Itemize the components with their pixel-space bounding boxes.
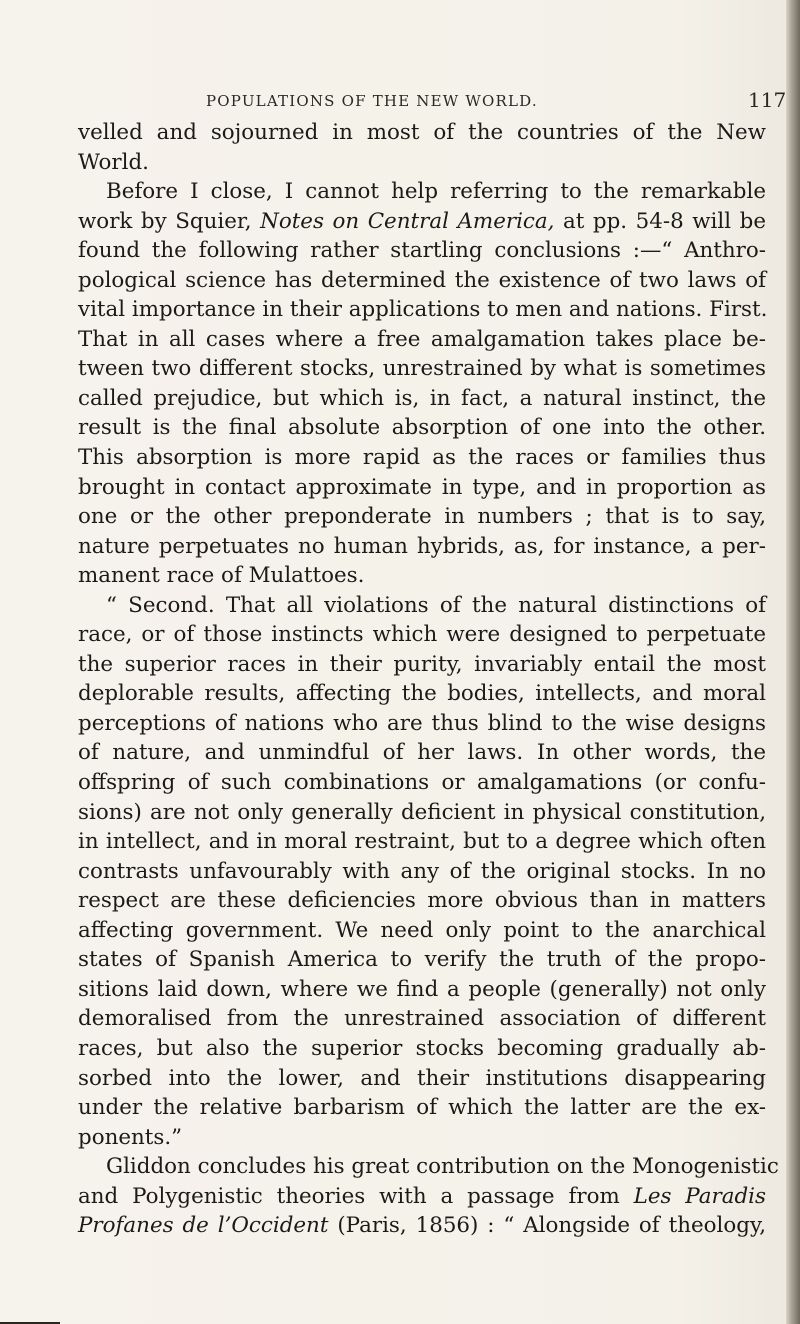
page-header — [0, 88, 800, 114]
text-line: Gliddon concludes his great contribution on the Monogenistic — [106, 1154, 779, 1180]
text-line: This absorption is more rapid as the races or families thus — [78, 445, 766, 471]
text-line: affecting government. We need only point to the anarchical — [78, 917, 766, 943]
page-corner-mark — [0, 1282, 60, 1324]
text-line-with-italic: Profanes de l’Occident (Paris, 1856) : “ Alongside of theology, — [78, 1213, 766, 1239]
text-line: race, or of those instincts which were designed to perpetuate — [78, 622, 766, 648]
text-line: races, but also the superior stocks becoming gradually ab- — [78, 1035, 766, 1061]
text-line: contrasts unfavourably with any of the original stocks. In no — [78, 858, 766, 884]
italic-title: Profanes de l’Occident — [78, 1213, 329, 1239]
text-line: under the relative barbarism of which the latter are the ex- — [78, 1095, 766, 1121]
text-line: result is the final absolute absorption of one into the other. — [78, 415, 766, 441]
text-line: World. — [78, 149, 149, 175]
text-line: the superior races in their purity, invariably entail the most — [78, 651, 766, 677]
text-line-with-italic: work by Squier, Notes on Central America, at pp. 54-8 will be — [78, 208, 766, 234]
text-line-with-italic: and Polygenistic theories with a passage from Les Paradis — [78, 1183, 766, 1209]
text-line: called prejudice, but which is, in fact, a natural instinct, the — [78, 385, 766, 411]
text-line: pological science has determined the existence of two laws of — [78, 267, 766, 293]
running-head: POPULATIONS OF THE NEW WORLD. — [206, 92, 538, 110]
text-line: manent race of Mulattoes. — [78, 563, 365, 589]
text-line: ponents.” — [78, 1124, 183, 1150]
text-line: sitions laid down, where we find a people (generally) not only — [78, 976, 766, 1002]
page-edge-shadow — [786, 0, 800, 1324]
italic-title: Les Paradis — [633, 1183, 766, 1209]
text-line: nature perpetuates no human hybrids, as, for instance, a per- — [78, 533, 766, 559]
text-line: one or the other preponderate in numbers ; that is to say, — [78, 504, 766, 530]
text-line: Before I close, I cannot help referring to the remarkable — [106, 179, 766, 205]
text-line: vital importance in their applications to men and nations. First. — [78, 297, 768, 323]
page-number: 117 — [748, 88, 787, 112]
text-line: states of Spanish America to verify the truth of the propo- — [78, 947, 766, 973]
text-line: demoralised from the unrestrained association of different — [78, 1006, 766, 1032]
text-line: of nature, and unmindful of her laws. In other words, the — [78, 740, 766, 766]
text-line: velled and sojourned in most of the countries of the New — [78, 120, 766, 145]
italic-title: Notes on Central America, — [260, 208, 555, 234]
text-line: offspring of such combinations or amalgamations (or confu- — [78, 770, 766, 796]
text-line: respect are these deficiencies more obvious than in matters — [78, 888, 766, 914]
text-line: That in all cases where a free amalgamation takes place be- — [78, 326, 766, 352]
text-line: found the following rather startling conclusions :—“ Anthro- — [78, 238, 766, 264]
text-line: sions) are not only generally deficient in physical constitution, — [78, 799, 766, 825]
text-line: “ Second. That all violations of the natural distinctions of — [106, 592, 766, 618]
body-text — [78, 118, 779, 1241]
text-line: sorbed into the lower, and their institutions disappearing — [78, 1065, 766, 1091]
text-line: tween two different stocks, unrestrained by what is sometimes — [78, 356, 766, 382]
text-line: brought in contact approximate in type, and in proportion as — [78, 474, 766, 500]
text-line: in intellect, and in moral restraint, but to a degree which often — [78, 829, 766, 855]
text-line: deplorable results, affecting the bodies, intellects, and moral — [78, 681, 766, 707]
text-line: perceptions of nations who are thus blind to the wise designs — [78, 710, 766, 736]
